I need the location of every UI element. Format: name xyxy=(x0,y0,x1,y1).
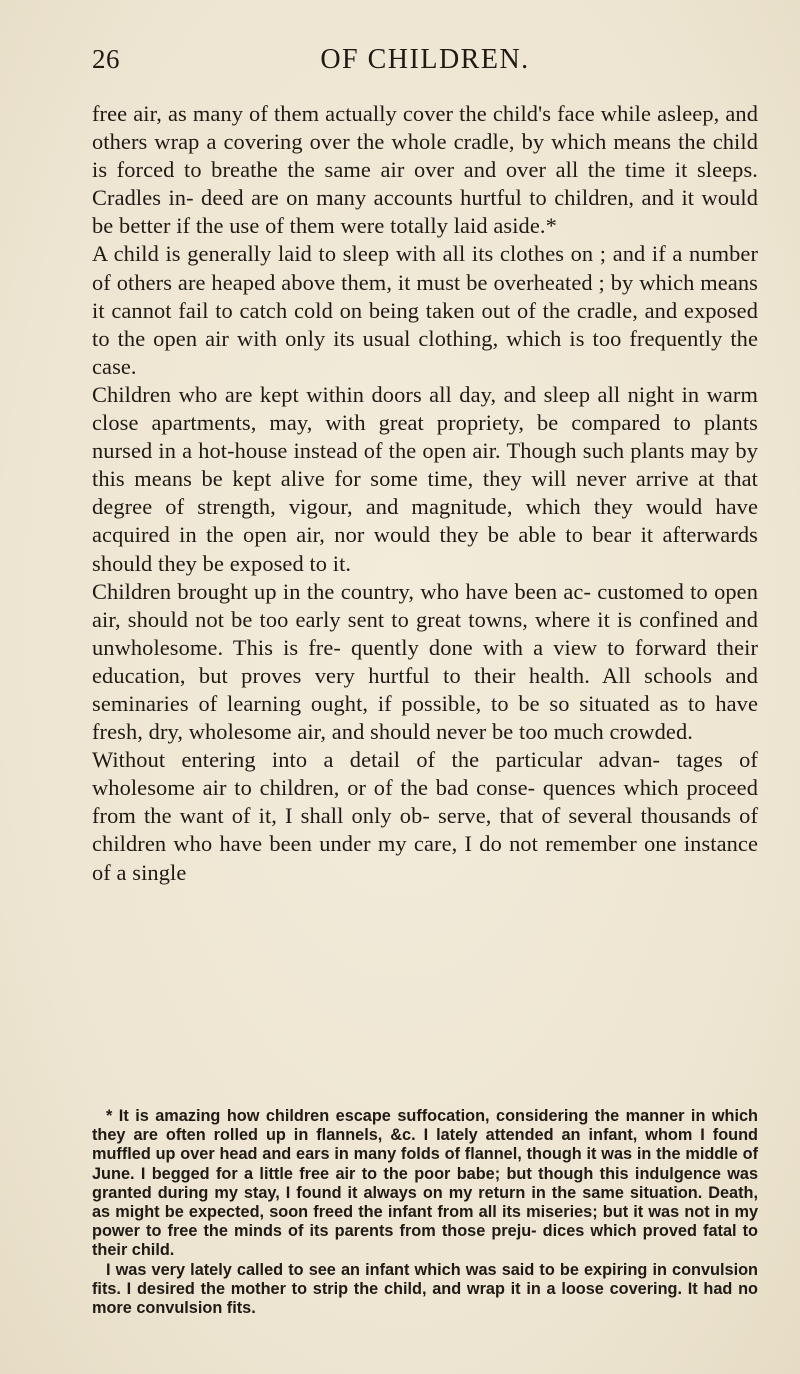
running-head: OF CHILDREN. xyxy=(320,44,530,75)
paragraph-1: free air, as many of them actually cover the child's face while asleep, and others wrap a covering over the whole cradle, by which means the child is forced to breathe the same air over and over all the time it sleeps. Cradles in- deed are on many accounts hurtful to children, and it would be better if the use of them were totally laid aside.* xyxy=(92,101,758,239)
page-header xyxy=(92,44,758,84)
footnote-paragraph-1: * It is amazing how children escape suffocation, considering the manner in which they are often rolled up in flannels, &c. I lately attended an infant, whom I found muffled up over head and ears in many folds of flannel, though it was in the middle of June. I begged for a little free air to the poor babe; but though this indulgence was granted during my stay, I found it always on my return in the same situation. Death, as might be expected, soon freed the infant from all its miseries; but it was not in my power to free the minds of its parents from those preju- dices which proved fatal to their child. xyxy=(92,1107,758,1260)
page-number: 26 xyxy=(92,44,120,74)
footnote-paragraph-2: I was very lately called to see an infant which was said to be expiring in convulsion fits. I desired the mother to strip the child, and wrap it in a loose covering. It had no more convulsion fits. xyxy=(92,1260,758,1318)
body-text xyxy=(92,100,758,887)
paragraph-4: Children brought up in the country, who have been ac- customed to open air, should not be too early sent to great towns, where it is confined and unwholesome. This is fre- quently done with a view to forward their education, but proves very hurtful to their health. All schools and seminaries of learning ought, if possible, to be so situated as to have fresh, dry, wholesome air, and should never be too much crowded. xyxy=(92,578,758,745)
footnote xyxy=(92,1107,758,1318)
paragraph-3: Children who are kept within doors all day, and sleep all night in warm close apartments, may, with great propriety, be compared to plants nursed in a hot-house instead of the open air. Though such plants may by this means be kept alive for some time, they will never arrive at that degree of strength, vigour, and magnitude, which they would have acquired in the open air, nor would they be able to bear it afterwards should they be exposed to it. xyxy=(92,381,758,576)
paragraph-2: A child is generally laid to sleep with all its clothes on ; and if a number of others are heaped above them, it must be overheated ; by which means it cannot fail to catch cold on being taken out of the cradle, and exposed to the open air with only its usual clothing, which is too frequently the case. xyxy=(92,241,758,379)
paragraph-5: Without entering into a detail of the particular advan- tages of wholesome air to children, or of the bad conse- quences which proceed from the want of it, I shall only ob- serve, that of several thousands of children who have been under my care, I do not remember one instance of a single xyxy=(92,747,758,885)
